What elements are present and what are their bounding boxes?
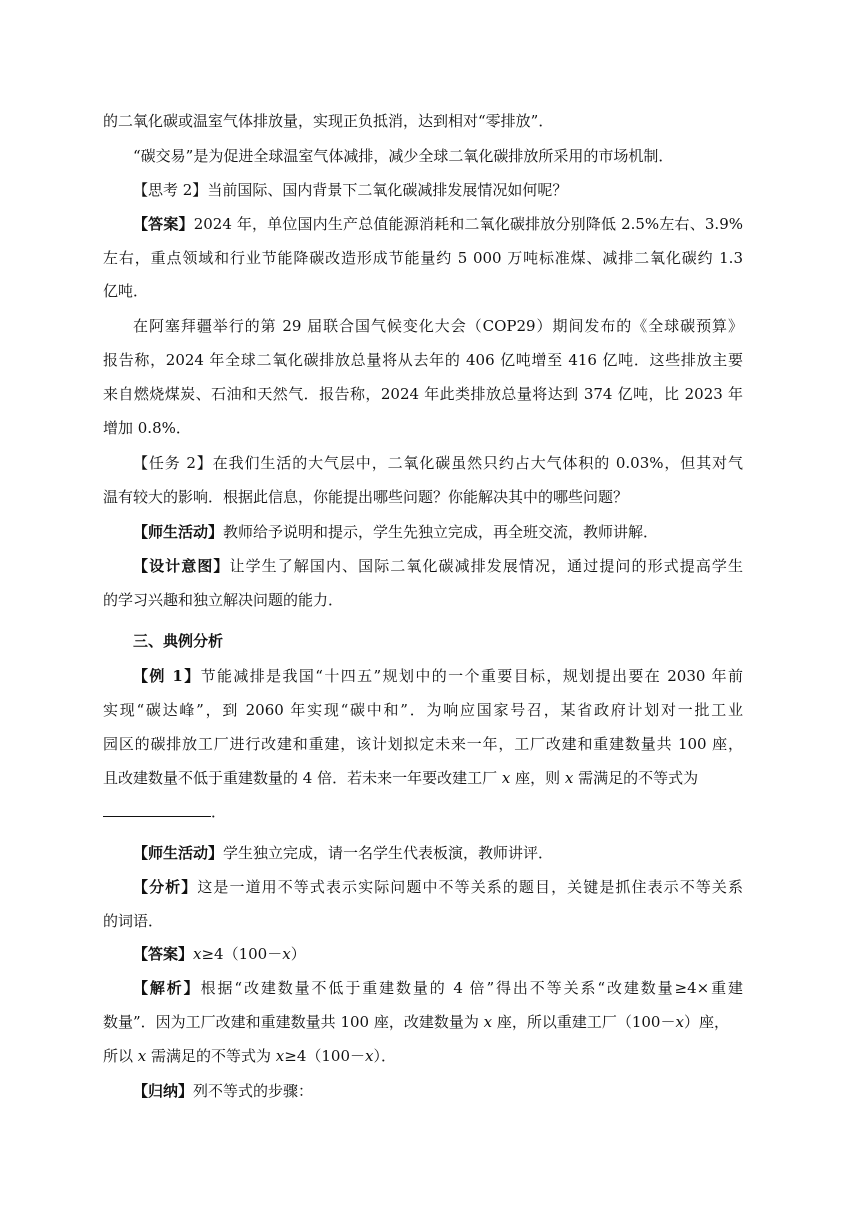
example-1-line-1 [133,666,743,686]
example-1-line-4 [103,768,743,788]
answer-1-tag: 【答案】 [133,215,194,233]
answer-1-text: 2024 年，单位国内生产总值能源消耗和二氧化碳排放分别降低 2.5%左右、3.9% [193,215,743,233]
analysis-tag: 【分析】 [133,878,198,896]
paragraph-carbon-trading: “碳交易”是为促进全球温室气体减排，减少全球二氧化碳排放所采用的市场机制． [133,147,674,165]
think-2-line [133,180,773,200]
example-1-text: 节能减排是我国“十四五”规划中的一个重要目标，规划提出要在 2030 年前 [200,667,743,685]
variable-x: x [501,769,511,787]
text-run: ）座， [683,1013,729,1031]
text-run: ． [211,803,227,821]
activity-tag: 【师生活动】 [133,844,224,862]
answer-1-line-2: 左右，重点领域和行业节能降碳改造形成节能量约 5 000 万吨标准煤、减排二氧化碳约 1.3 [103,249,743,267]
variable-x: x [365,1047,374,1065]
teacher-student-activity-2 [133,843,773,863]
text-run: ） [290,945,306,963]
cop-paragraph-line-1: 在阿塞拜疆举行的第 29 届联合国气候变化大会（COP29）期间发布的《全球碳预算》 [133,317,743,335]
text-run: 数量”．因为工厂改建和重建数量共 100 座，改建数量为 [103,1013,484,1031]
section-heading: 三、典例分析 [133,632,224,650]
variable-x: x [193,945,202,963]
variable-x: x [564,769,574,787]
explanation-text: 根据“改建数量不低于重建数量的 4 倍”得出不等关系“改建数量≥4×重建 [200,979,743,997]
cop-paragraph-line-4: 增加 0.8%． [103,419,191,437]
summary-line [133,1081,773,1101]
teacher-student-activity-1 [133,522,773,542]
variable-x: x [275,1047,285,1065]
design-intent-tag: 【设计意图】 [133,557,230,575]
summary-text: 列不等式的步骤： [193,1082,314,1100]
analysis-line-2: 的词语． [103,912,164,930]
design-intent-text: 让学生了解国内、国际二氧化碳减排发展情况，通过提问的形式提高学生 [229,557,743,575]
variable-x: x [282,945,291,963]
task-2-tag: 【任务 2】 [133,454,213,472]
think-2-tag: 【思考 2】 [133,181,208,199]
think-2-text: 当前国际、国内背景下二氧化碳减排发展情况如何呢？ [207,181,568,199]
design-intent-line-2: 的学习兴趣和独立解决问题的能力． [103,591,344,609]
text-run: 需满足的不等式为 [573,769,699,787]
summary-tag: 【归纳】 [133,1082,194,1100]
cop-paragraph-line-3: 来自燃烧煤炭、石油和天然气．报告称，2024 年此类排放总量将达到 374 亿吨，比 2023 年 [103,385,743,403]
answer-blank [103,802,211,817]
text-run: 需满足的不等式为 [146,1047,276,1065]
analysis-text: 这是一道用不等式表示实际问题中不等关系的题目，关键是抓住表示不等关系 [197,878,743,896]
answer-2-tag: 【答案】 [133,945,194,963]
explanation-tag: 【解析】 [133,979,201,997]
activity-text: 学生独立完成，请一名学生代表板演，教师讲评． [223,844,554,862]
task-2-text: 在我们生活的大气层中，二氧化碳虽然只约占大气体积的 0.03%，但其对气 [212,454,743,472]
explanation-line-2 [103,1012,743,1032]
example-1-line-3: 园区的碳排放工厂进行改建和重建，该计划拟定未来一年，工厂改建和重建数量共 100 座， [103,735,743,753]
variable-x: x [137,1047,147,1065]
analysis-line-1 [133,877,743,897]
variable-x: x [675,1013,684,1031]
activity-tag: 【师生活动】 [133,523,224,541]
explanation-line-3 [103,1046,743,1066]
answer-1-line-3: 亿吨． [103,282,149,300]
text-run: ≥4（100－ [284,1047,366,1065]
text-run: ）． [373,1047,396,1065]
activity-text: 教师给予说明和提示，学生先独立完成，再全班交流，教师讲解． [223,523,659,541]
example-1-line-2: 实现“碳达峰”，到 2060 年实现“碳中和”．为响应国家号召，某省政府计划对一批工业 [103,701,743,719]
text-run: ≥4（100－ [201,945,283,963]
task-2-line-2: 温有较大的影响．根据此信息，你能提出哪些问题？你能解决其中的哪些问题？ [103,488,629,506]
task-2-line-1 [133,453,743,473]
answer-1-line-1 [133,214,743,234]
text-run: 所以 [103,1047,138,1065]
answer-2-line [133,944,773,964]
text-run: 座，则 [510,769,565,787]
design-intent-line-1 [133,556,743,576]
explanation-line-1 [133,978,743,998]
example-1-tag: 【例 1】 [133,667,201,685]
cop-paragraph-line-2: 报告称，2024 年全球二氧化碳排放总量将从去年的 406 亿吨增至 416 亿吨．这些排放主要 [103,351,743,369]
paragraph-line: 的二氧化碳或温室气体排放量，实现正负抵消，达到相对“零排放”． [103,112,554,130]
example-1-line-5 [103,802,743,822]
text-run: 且改建数量不低于重建数量的 4 倍．若未来一年要改建工厂 [103,769,502,787]
variable-x: x [483,1013,493,1031]
text-run: 座，所以重建工厂（100－ [492,1013,676,1031]
